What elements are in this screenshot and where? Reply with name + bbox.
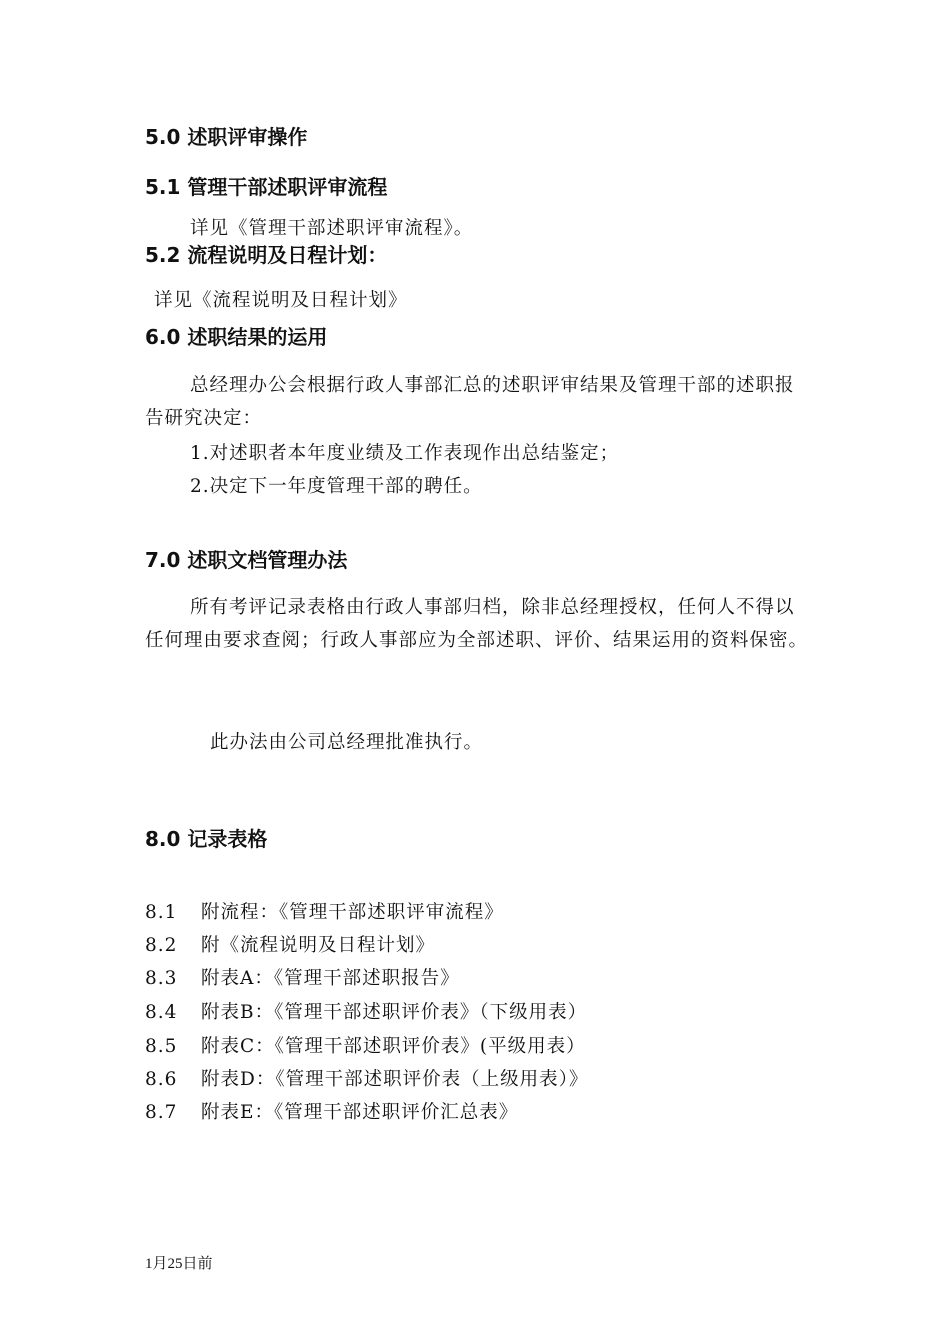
section-7-heading: 7.0 述职文档管理办法	[145, 548, 348, 572]
record-number: 8.2	[145, 935, 178, 956]
record-number: 8.7	[145, 1102, 178, 1123]
record-number: 8.4	[145, 1002, 178, 1023]
section-6-item-1: 1.对述职者本年度业绩及工作表现作出总结鉴定；	[190, 443, 620, 464]
record-text: 附流程：《管理干部述职评审流程》	[201, 902, 504, 923]
record-text: 附表D：《管理干部述职评价表（上级用表）》	[201, 1069, 589, 1090]
record-text: 附表C：《管理干部述职评价表》(平级用表）	[201, 1036, 586, 1057]
section-7-paragraph: 所有考评记录表格由行政人事部归档，除非总经理授权，任何人不得以任何理由要求查阅；行政人事部应为全部述职、评价、结果运用的资料保密。	[145, 597, 809, 651]
section-6-item-2: 2.决定下一年度管理干部的聘任。	[190, 476, 483, 497]
section-8-heading: 8.0 记录表格	[145, 827, 268, 851]
approval-statement: 此办法由公司总经理批准执行。	[210, 732, 484, 753]
record-item	[145, 934, 435, 958]
record-item	[145, 1001, 587, 1025]
record-text: 附表E：《管理干部述职评价汇总表》	[201, 1102, 519, 1123]
section-6-heading: 6.0 述职结果的运用	[145, 325, 328, 349]
section-5-1-text: 详见《管理干部述职评审流程》。	[190, 218, 474, 239]
record-text: 附《流程说明及日程计划》	[201, 935, 436, 956]
section-5-2-text: 详见《流程说明及日程计划》	[154, 290, 408, 311]
record-number: 8.5	[145, 1036, 178, 1057]
record-item	[145, 967, 460, 991]
section-5-heading: 5.0 述职评审操作	[145, 125, 308, 149]
record-number: 8.3	[145, 968, 178, 989]
section-5-2-heading: 5.2 流程说明及日程计划：	[145, 243, 388, 267]
section-5-1-heading: 5.1 管理干部述职评审流程	[145, 175, 388, 199]
record-item	[145, 1101, 518, 1125]
record-item	[145, 901, 504, 925]
record-item	[145, 1035, 586, 1059]
record-item	[145, 1068, 588, 1092]
section-6-intro: 总经理办公会根据行政人事部汇总的述职评审结果及管理干部的述职报告研究决定：	[145, 375, 795, 429]
record-number: 8.6	[145, 1069, 178, 1090]
record-text: 附表A：《管理干部述职报告》	[201, 968, 460, 989]
record-number: 8.1	[145, 902, 178, 923]
record-text: 附表B：《管理干部述职评价表》（下级用表）	[201, 1002, 588, 1023]
page-footer: 1月25日前	[145, 1256, 213, 1272]
